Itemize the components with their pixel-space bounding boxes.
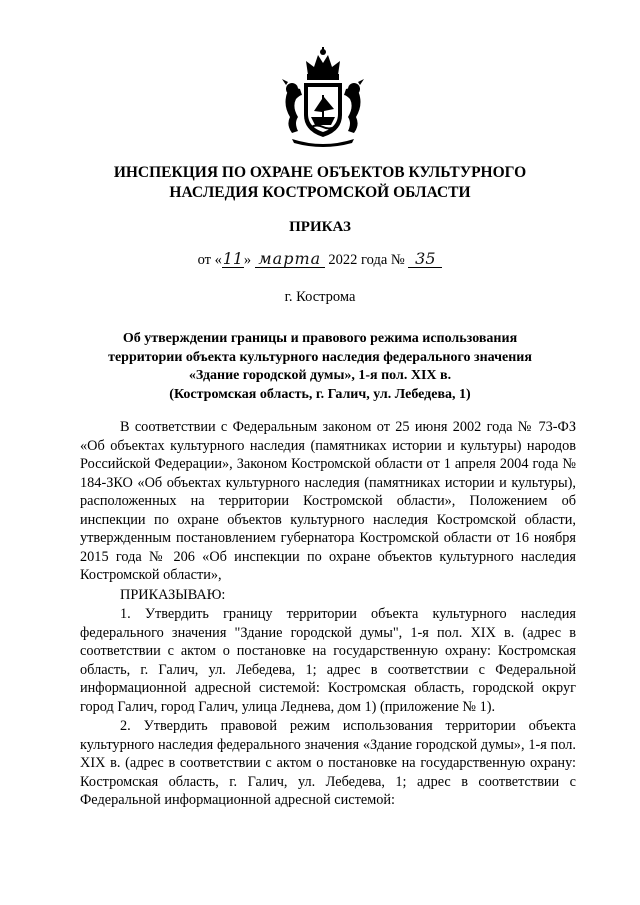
order-date-line [0, 250, 640, 270]
order-subject [0, 330, 640, 404]
subject-line: «Здание городской думы», 1-я пол. XIX в. [188, 368, 452, 383]
handwritten-order-number: 35 [408, 251, 442, 268]
coat-of-arms-icon [270, 45, 376, 151]
subject-line: Об утверждении границы и правового режима использования [122, 331, 518, 346]
subject-line: территории объекта культурного наследия федерального значения [108, 349, 532, 365]
handwritten-month: марта [255, 251, 325, 268]
date-year-text: 2022 года № [324, 252, 409, 268]
organization-name-line2: НАСЛЕДИЯ КОСТРОМСКОЙ ОБЛАСТИ [169, 184, 471, 201]
date-middle: » [243, 252, 255, 268]
subject-line: (Костромская область, г. Галич, ул. Лебедева, 1) [169, 386, 471, 402]
organization-name-line1: ИНСПЕКЦИЯ ПО ОХРАНЕ ОБЪЕКТОВ КУЛЬТУРНОГО [113, 164, 527, 181]
order-keyword: ПРИКАЗЫВАЮ: [120, 586, 226, 603]
date-prefix: от « [197, 252, 222, 268]
order-item-2: 2. Утвердить правовой режим использования территории объекта культурного наследия федерального значения «Здание городской думы», 1-я пол. XIX в. (адрес в соответствии с актом о постановке на государственную охрану: Костромская область, г. Галич, ул. Лебедева, 1; адрес в соответствии с Федеральной информационной адресной системой: [80, 718, 576, 808]
handwritten-day: 11 [222, 249, 244, 268]
order-item-1: 1. Утвердить границу территории объекта культурного наследия федерального значения "Здание городской думы", 1-я пол. XIX в. (адрес в соответствии с актом о постановке на государственную охрану: Костромская область, г. Галич, ул. Лебедева, 1; адрес в соответствии с Федеральной информационной адресной системой: Костромская область, городской округ город Галич, город Галич, улица Леднева, дом 1) (приложение № 1). [80, 606, 576, 715]
document-type: ПРИКАЗ [289, 219, 351, 235]
order-body [80, 418, 576, 810]
city: г. Кострома [284, 289, 356, 305]
preamble-paragraph: В соответствии с Федеральным законом от 25 июня 2002 года № 73-ФЗ «Об объектах культурного наследия (памятниках истории и культуры) народов Российской Федерации», Законом Костромской области от 1 апреля 2004 года № 184-ЗКО «Об объектах культурного наследия (памятниках истории и культуры), расположенных на территории Костромской области», Положением об инспекции по охране объектов культурного наследия Костромской области, утвержденным постановлением губернатора Костромской области от 16 ноября 2015 года № 206 «Об инспекции по охране объектов культурного наследия Костромской области», [80, 419, 576, 583]
